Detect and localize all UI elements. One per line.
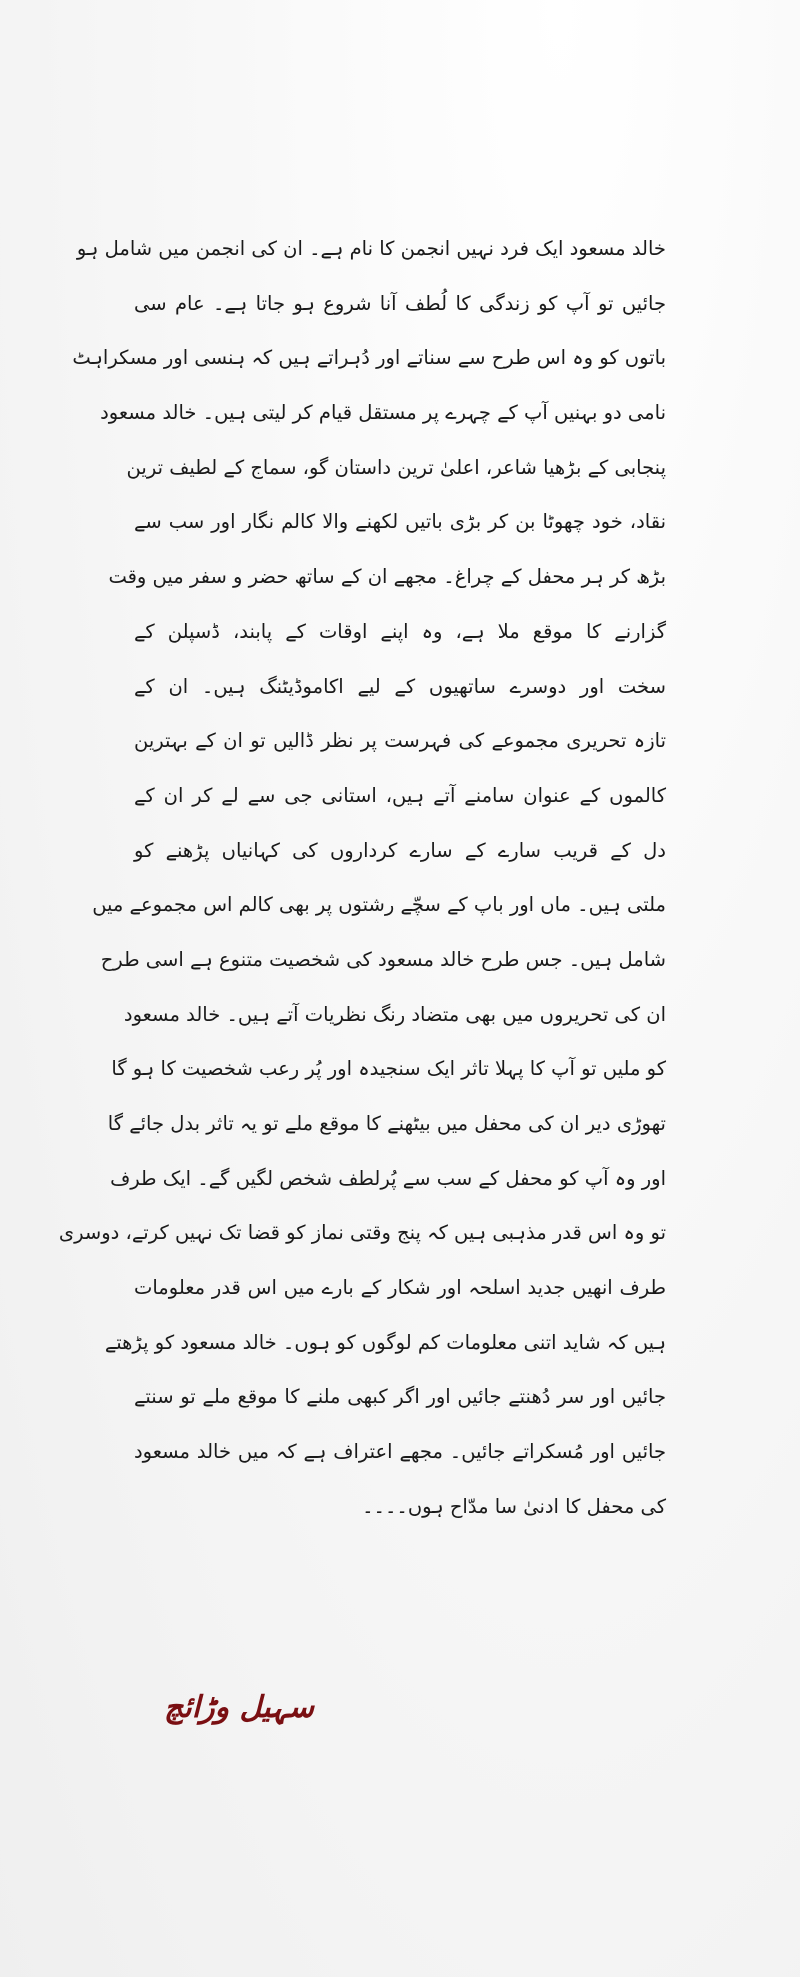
article-body: [58, 222, 666, 1535]
article-line: جائیں تو آپ کو زندگی کا لُطف آنا شروع ہو جاتا ہے۔ عام سی: [134, 291, 666, 315]
article-line: ہیں کہ شاید اتنی معلومات کم لوگوں کو ہوں۔ خالد مسعود کو پڑھتے: [104, 1330, 666, 1354]
article-line: ملتی ہیں۔ ماں اور باپ کے سچّے رشتوں پر بھی کالم اس مجموعے میں: [92, 893, 666, 917]
article-line: تازہ تحریری مجموعے کی فہرست پر نظر ڈالیں تو ان کے بہترین: [134, 729, 666, 753]
article-line: طرف انھیں جدید اسلحہ اور شکار کے بارے میں اس قدر معلومات: [134, 1276, 666, 1300]
article-line: شامل ہیں۔ جس طرح خالد مسعود کی شخصیت متنوع ہے اسی طرح: [100, 947, 666, 971]
article-line: باتوں کو وہ اس طرح سے سناتے اور دُہراتے ہیں کہ ہنسی اور مسکراہٹ: [72, 346, 666, 370]
article-line: سخت اور دوسرے ساتھیوں کے لیے اکاموڈیٹنگ ہیں۔ ان کے: [134, 674, 666, 698]
article-line: کو ملیں تو آپ کا پہلا تاثر ایک سنجیدہ اور پُر رعب شخصیت کا ہو گا: [111, 1057, 666, 1081]
article-line: جائیں اور مُسکراتے جائیں۔ مجھے اعتراف ہے کہ میں خالد مسعود: [134, 1440, 666, 1464]
article-line: گزارنے کا موقع ملا ہے، وہ اپنے اوقات کے پابند، ڈسپلن کے: [134, 619, 666, 643]
article-line: تو وہ اس قدر مذہبی ہیں کہ پنج وقتی نماز کو قضا تک نہیں کرتے، دوسری: [58, 1221, 666, 1245]
article-line: اور وہ آپ کو محفل کے سب سے پُرلطف شخص لگیں گے۔ ایک طرف: [110, 1166, 666, 1190]
article-line: ان کی تحریروں میں بھی متضاد رنگ نظریات آتے ہیں۔ خالد مسعود: [123, 1002, 666, 1026]
article-line: دل کے قریب سارے کے سارے کرداروں کی کہانیاں پڑھنے کو: [134, 838, 666, 862]
article-line: نقاد، خود چھوٹا بن کر بڑی باتیں لکھنے والا کالم نگار اور سب سے: [134, 510, 666, 534]
article-line: نامی دو بہنیں آپ کے چہرے پر مستقل قیام کر لیتی ہیں۔ خالد مسعود: [100, 401, 666, 425]
article-line: خالد مسعود ایک فرد نہیں انجمن کا نام ہے۔ ان کی انجمن میں شامل ہو: [76, 237, 666, 260]
article-line: جائیں اور سر دُھنتے جائیں اور اگر کبھی ملنے کا موقع ملے تو سنتے: [134, 1385, 666, 1409]
author-signature: سہیل وڑائچ: [164, 1690, 314, 1725]
article-line: بڑھ کر ہر محفل کے چراغ۔ مجھے ان کے ساتھ حضر و سفر میں وقت: [108, 565, 666, 589]
article-line: کالموں کے عنوان سامنے آتے ہیں، استانی جی سے لے کر ان کے: [134, 783, 666, 807]
article-line: تھوڑی دیر ان کی محفل میں بیٹھنے کا موقع ملے تو یہ تاثر بدل جائے گا: [107, 1112, 666, 1135]
article-line: پنجابی کے بڑھیا شاعر، اعلیٰ ترین داستان گو، سماج کے لطیف ترین: [126, 455, 666, 479]
article-line-last: کی محفل کا ادنیٰ سا مدّاح ہوں۔۔۔۔: [362, 1494, 666, 1518]
